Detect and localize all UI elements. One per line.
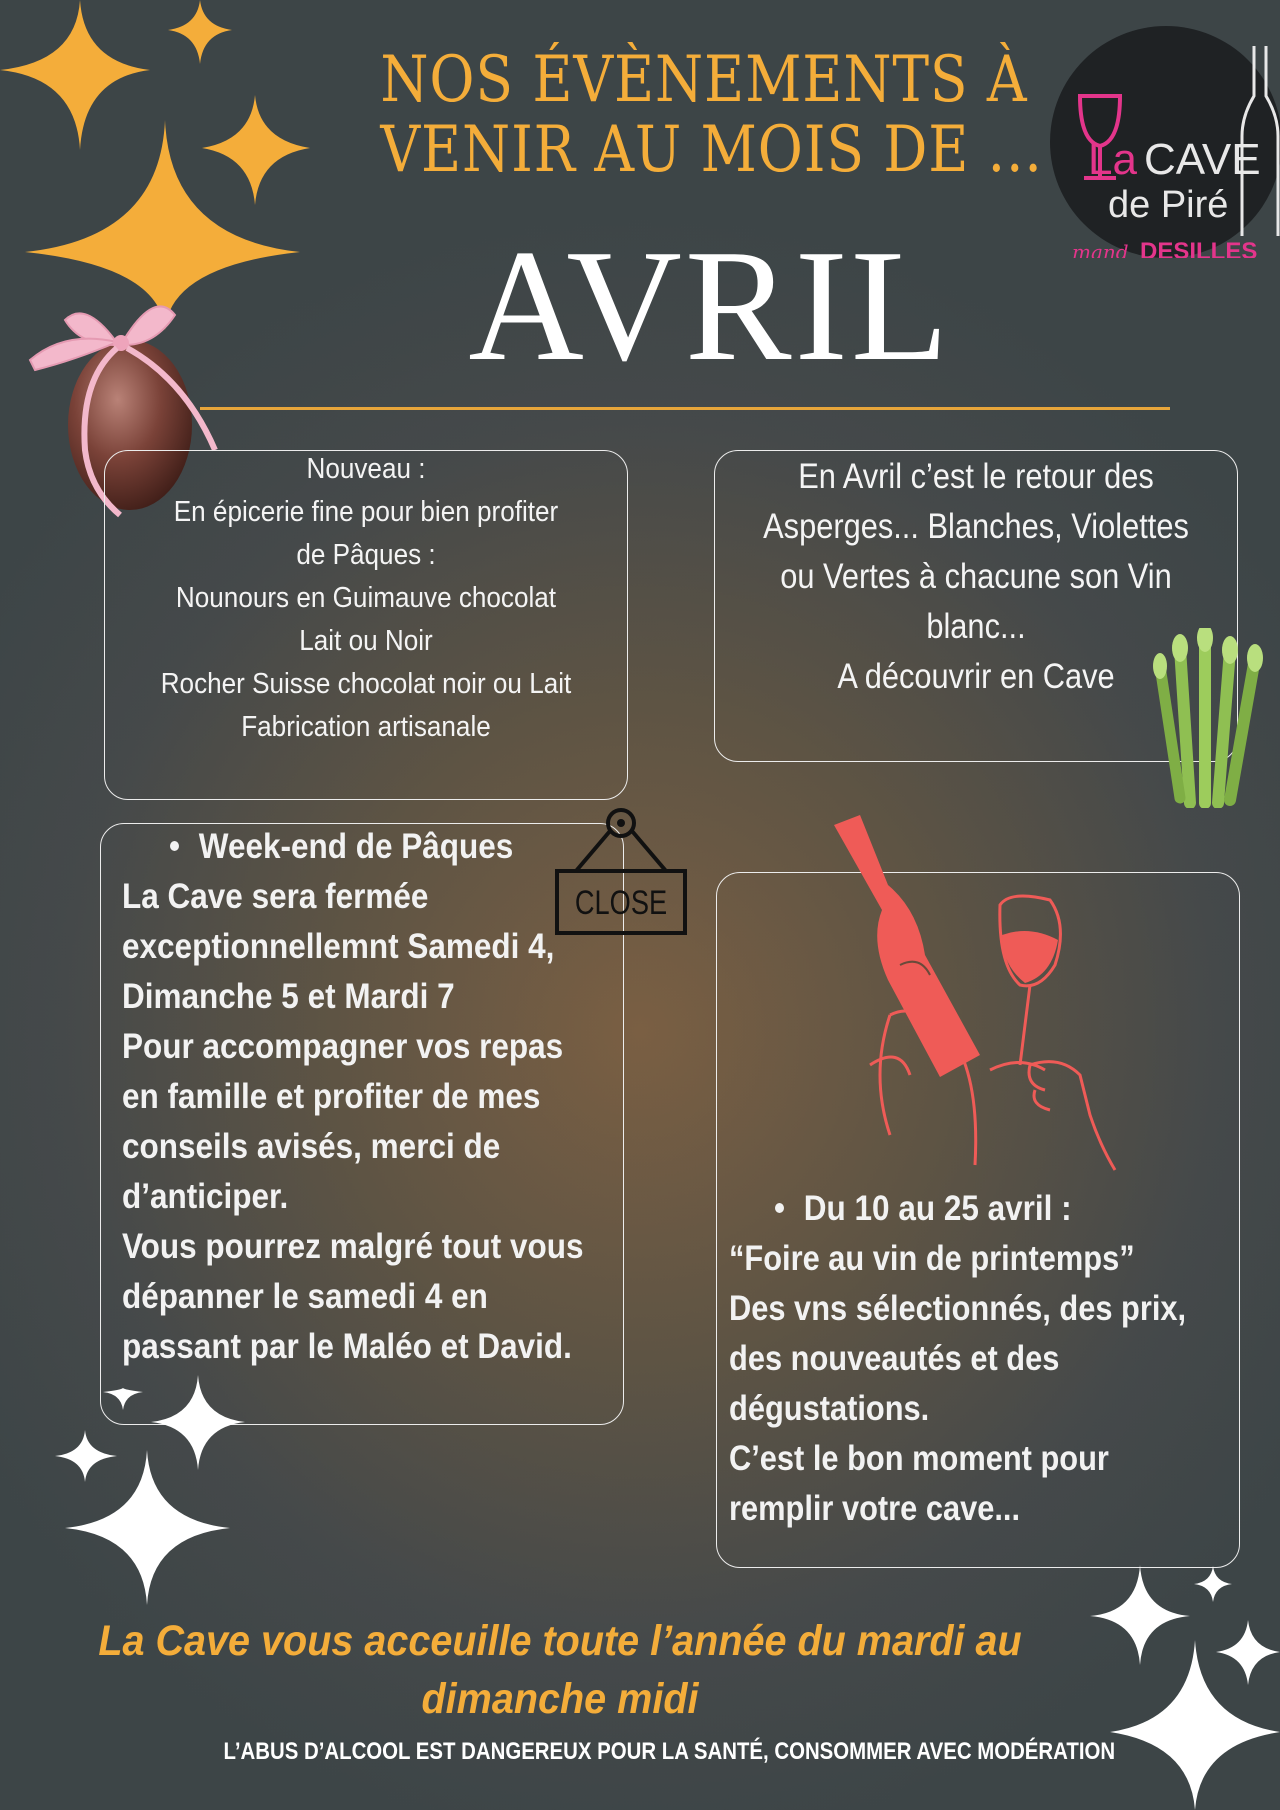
- asperges-line: En Avril c’est le retour des: [798, 457, 1154, 496]
- paques-line: dépanner le samedi 4 en: [122, 1277, 488, 1316]
- sparkle-cluster-top-left: [0, 0, 320, 330]
- bullet-icon: [170, 841, 179, 851]
- sparkle-icon: [202, 95, 310, 205]
- foire-title: [775, 1184, 1072, 1234]
- opening-hours: [72, 1612, 1047, 1728]
- epicerie-line: Nounours en Guimauve chocolat: [175, 582, 557, 614]
- foire-line: Des vns sélectionnés, des prix,: [729, 1289, 1187, 1328]
- logo-de-pire: de Piré: [1108, 184, 1229, 226]
- close-sign-text: CLOSE: [574, 884, 668, 922]
- asparagus-icon: [1150, 628, 1270, 808]
- health-warning: L’ABUS D’ALCOOL EST DANGEREUX POUR LA SANTÉ, CONSOMMER AVEC MODÉRATION: [223, 1738, 1116, 1765]
- asperges-line: Asperges... Blanches, Violettes: [763, 507, 1189, 546]
- foire-line: “Foire au vin de printemps”: [729, 1239, 1135, 1278]
- sparkle-icon: [65, 1450, 230, 1605]
- sparkle-icon: [168, 0, 232, 64]
- sparkle-cluster-bottom-left: [55, 1370, 255, 1610]
- logo-la: La: [1088, 135, 1137, 184]
- paques-line: passant par le Maléo et David.: [122, 1327, 572, 1366]
- paques-line: Vous pourrez malgré tout vous: [122, 1227, 584, 1266]
- paques-line: Pour accompagner vos repas: [122, 1027, 564, 1066]
- sparkle-icon: [0, 0, 150, 150]
- foire-line: des nouveautés et des: [729, 1339, 1060, 1378]
- logo-signature-name: DESILLES: [1140, 238, 1258, 258]
- paques-text: [122, 872, 626, 1372]
- paques-line: conseils avisés, merci de: [122, 1127, 501, 1166]
- asperges-line: blanc...: [926, 607, 1026, 646]
- epicerie-text: [130, 448, 602, 749]
- epicerie-line: Fabrication artisanale: [241, 711, 491, 743]
- asperges-text: [745, 452, 1206, 702]
- paques-line: d’anticiper.: [122, 1177, 289, 1216]
- asperges-line: A découvrir en Cave: [837, 657, 1115, 696]
- logo-signature-script: mand: [1072, 240, 1129, 258]
- foire-line: C’est le bon moment pour: [729, 1439, 1109, 1478]
- paques-title: [170, 822, 513, 872]
- bullet-icon: [775, 1203, 784, 1213]
- paques-line: La Cave sera fermée: [122, 877, 429, 916]
- paques-line: en famille et profiter de mes: [122, 1077, 541, 1116]
- sparkle-icon: [1194, 1566, 1232, 1602]
- paques-line: Dimanche 5 et Mardi 7: [122, 977, 455, 1016]
- sparkle-icon: [151, 1375, 245, 1470]
- foire-text: [729, 1234, 1187, 1534]
- epicerie-line: Lait ou Noir: [299, 625, 433, 657]
- sparkle-icon: [1216, 1620, 1280, 1685]
- sparkle-icon: [103, 1388, 143, 1410]
- sparkle-icon: [55, 1430, 117, 1482]
- paques-title-text: Week-end de Pâques: [198, 827, 514, 866]
- la-cave-de-pire-logo: [1050, 26, 1280, 258]
- close-sign-icon: [554, 805, 688, 937]
- wine-toast-icon: [830, 815, 1130, 1175]
- opening-line-2: dimanche midi: [421, 1675, 699, 1723]
- headline-line-1: NOS ÉVÈNEMENTS À: [380, 43, 1028, 117]
- sparkle-cluster-bottom-right: [1090, 1560, 1280, 1810]
- opening-line-1: La Cave vous acceuille toute l’année du mardi au: [98, 1617, 1022, 1665]
- paques-line: exceptionnellemnt Samedi 4,: [122, 927, 555, 966]
- header-divider: [200, 407, 1170, 410]
- epicerie-line: En épicerie fine pour bien profiter: [173, 496, 559, 528]
- foire-line: dégustations.: [729, 1389, 930, 1428]
- headline-line-2: VENIR AU MOIS DE ...: [380, 113, 1043, 187]
- logo-cave: CAVE: [1144, 135, 1261, 184]
- foire-line: remplir votre cave...: [729, 1489, 1021, 1528]
- foire-title-text: Du 10 au 25 avril :: [803, 1189, 1072, 1228]
- sparkle-icon: [1090, 1565, 1190, 1665]
- page-headline: [380, 43, 1043, 187]
- asperges-line: ou Vertes à chacune son Vin: [780, 557, 1172, 596]
- epicerie-line: Nouveau :: [306, 453, 426, 485]
- month-title: AVRIL: [468, 216, 952, 394]
- epicerie-line: de Pâques :: [296, 539, 436, 571]
- epicerie-line: Rocher Suisse chocolat noir ou Lait: [160, 668, 572, 700]
